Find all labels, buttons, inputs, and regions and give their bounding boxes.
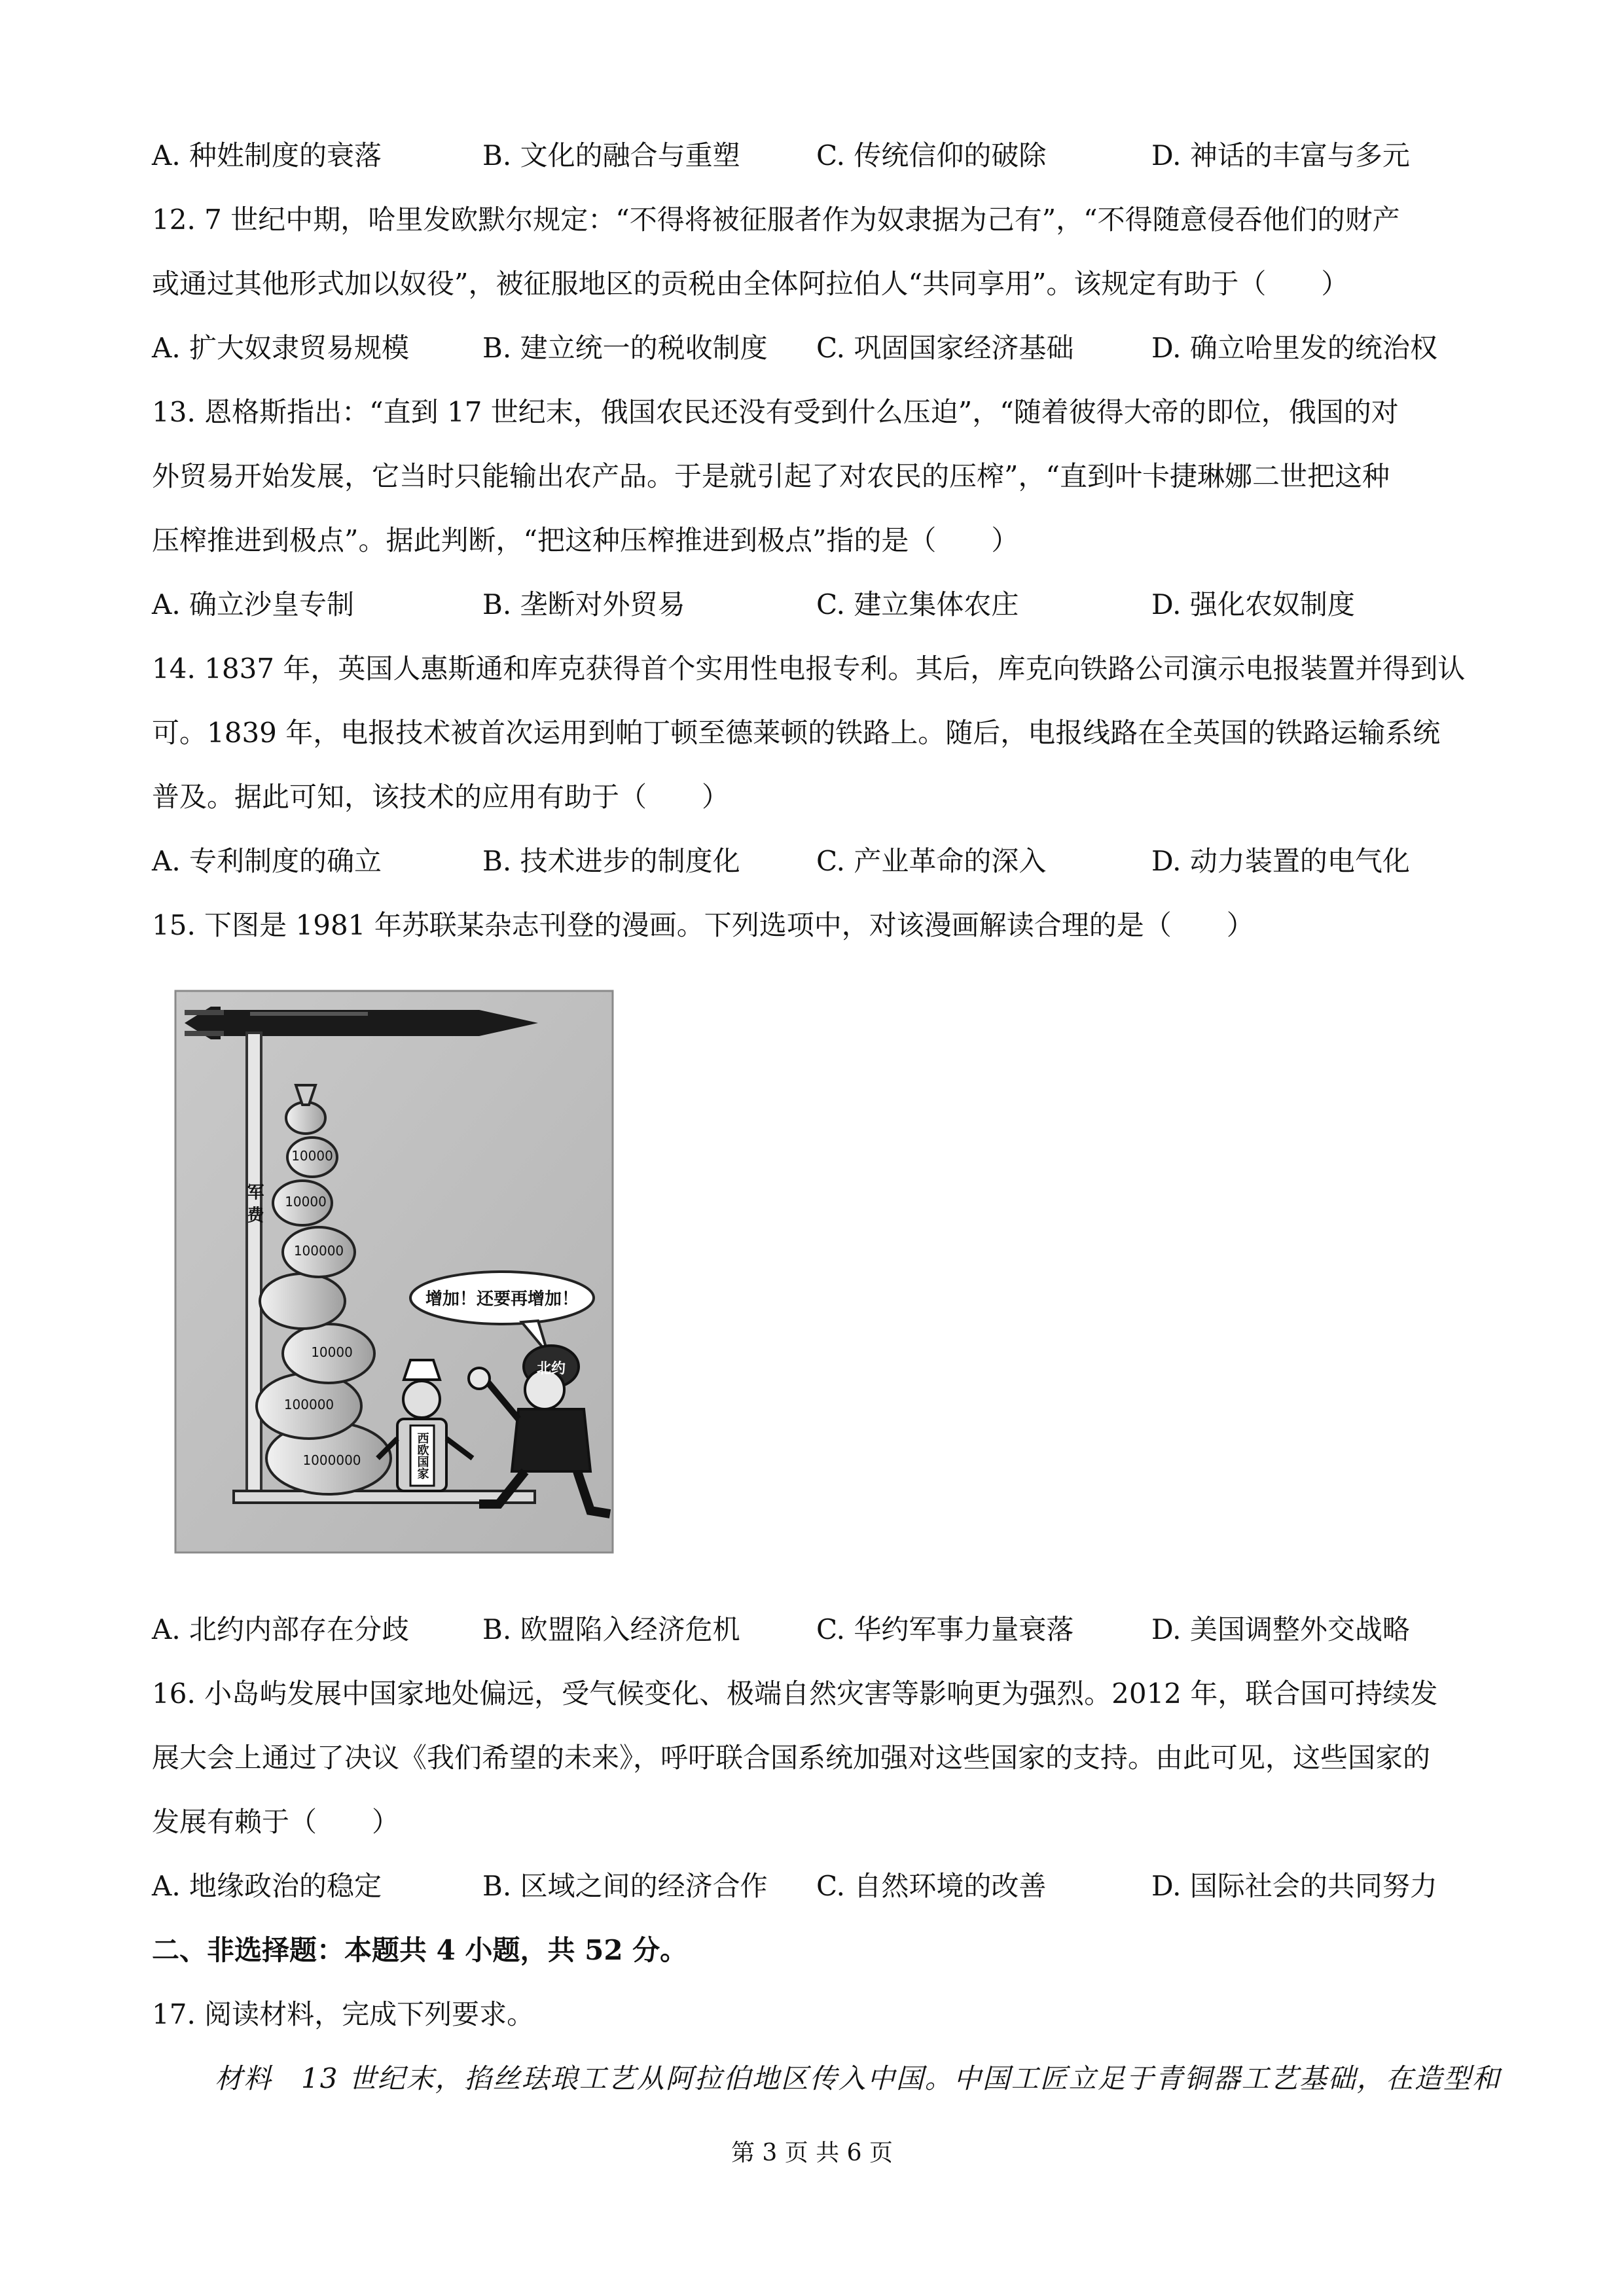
q15-option-c: C. 华约军事力量衰落 <box>816 1613 1074 1645</box>
section-heading: 二、非选择题：本题共 4 小题，共 52 分。 <box>152 1934 688 1966</box>
q14-option-a: A. 专利制度的确立 <box>152 845 382 877</box>
q16-option-d: D. 国际社会的共同努力 <box>1151 1870 1437 1902</box>
q11-options <box>152 136 1487 175</box>
missile-pointer <box>185 1007 538 1039</box>
q13-stem-line1: 13. 恩格斯指出：“直到 17 世纪末，俄国农民还没有受到什么压迫”，“随着彼得大帝的即位，俄国的对 <box>152 396 1399 428</box>
bag-label-6: 1000000 <box>302 1452 361 1468</box>
cold-war-cartoon <box>171 987 617 1556</box>
q14-options <box>152 842 1487 881</box>
q11-option-d: D. 神话的丰富与多元 <box>1151 139 1410 171</box>
bag-label-2: 10000 <box>285 1194 327 1210</box>
bag-label-3: 100000 <box>293 1243 344 1259</box>
gauge-pole <box>247 1033 261 1491</box>
q11-option-c: C. 传统信仰的破除 <box>816 139 1047 171</box>
q13-option-b: B. 垄断对外贸易 <box>482 588 685 620</box>
q13-option-c: C. 建立集体农庄 <box>816 588 1019 620</box>
q11-option-b: B. 文化的融合与重塑 <box>482 139 740 171</box>
man-sign-text: 西欧国家 <box>415 1432 429 1479</box>
q15-option-a: A. 北约内部存在分歧 <box>152 1613 410 1645</box>
q14-stem-line3: 普及。据此可知，该技术的应用有助于（ ） <box>152 781 730 813</box>
q12-stem-line1: 12. 7 世纪中期，哈里发欧默尔规定：“不得将被征服者作为奴隶据为己有”，“不得随意侵吞他们的财产 <box>152 204 1400 236</box>
q16-option-a: A. 地缘政治的稳定 <box>152 1870 382 1902</box>
q16-options <box>152 1867 1487 1906</box>
q11-option-a: A. 种姓制度的衰落 <box>152 139 382 171</box>
q12-stem-line2: 或通过其他形式加以奴役”，被征服地区的贡税由全体阿拉伯人“共同享用”。该规定有助于（ ） <box>152 268 1349 300</box>
q16-option-c: C. 自然环境的改善 <box>816 1870 1047 1902</box>
pole-label: 军 费 <box>244 1183 264 1223</box>
speech-text: 增加！还要再增加！ <box>425 1289 579 1309</box>
q13-stem-line3: 压榨推进到极点”。据此判断，“把这种压榨推进到极点”指的是（ ） <box>152 524 1019 556</box>
q15-stem: 15. 下图是 1981 年苏联某杂志刊登的漫画。下列选项中，对该漫画解读合理的是（ ） <box>152 909 1254 941</box>
q15-option-d: D. 美国调整外交战略 <box>1151 1613 1410 1645</box>
q16-stem-line1: 16. 小岛屿发展中国家地处偏远，受气候变化、极端自然灾害等影响更为强烈。2012 年，联合国可持续发 <box>152 1677 1438 1710</box>
q12-option-b: B. 建立统一的税收制度 <box>482 332 768 364</box>
helmet-label: 北约 <box>536 1361 566 1377</box>
q13-options <box>152 585 1487 624</box>
q14-stem-line1: 14. 1837 年，英国人惠斯通和库克获得首个实用性电报专利。其后，库克向铁路公司演示电报装置并得到认 <box>152 653 1466 685</box>
q13-option-d: D. 强化农奴制度 <box>1151 588 1355 620</box>
page-footer: 第 3 页 共 6 页 <box>731 2140 893 2166</box>
q17-material: 材料 13 世纪末，掐丝珐琅工艺从阿拉伯地区传入中国。中国工匠立足于青铜器工艺基础，在造型和 <box>215 2062 1501 2094</box>
q15-option-b: B. 欧盟陷入经济危机 <box>482 1613 740 1645</box>
q14-option-b: B. 技术进步的制度化 <box>482 845 740 877</box>
q13-option-a: A. 确立沙皇专制 <box>152 588 355 620</box>
q14-option-c: C. 产业革命的深入 <box>816 845 1047 877</box>
q17-stem: 17. 阅读材料，完成下列要求。 <box>152 1998 535 2030</box>
q12-option-d: D. 确立哈里发的统治权 <box>1151 332 1437 364</box>
q12-option-c: C. 巩固国家经济基础 <box>816 332 1074 364</box>
q14-option-d: D. 动力装置的电气化 <box>1151 845 1410 877</box>
bag-label-4: 10000 <box>311 1344 353 1360</box>
bag-label-1: 10000 <box>291 1148 333 1164</box>
q16-stem-line2: 展大会上通过了决议《我们希望的未来》，呼吁联合国系统加强对这些国家的支持。由此可见，这些国家的 <box>152 1742 1431 1774</box>
q15-options <box>152 1610 1487 1649</box>
q13-stem-line2: 外贸易开始发展，它当时只能输出农产品。于是就引起了对农民的压榨”，“直到叶卡捷琳娜二世把这种 <box>152 460 1390 492</box>
q12-option-a: A. 扩大奴隶贸易规模 <box>152 332 410 364</box>
q16-option-b: B. 区域之间的经济合作 <box>482 1870 768 1902</box>
q12-options <box>152 329 1487 368</box>
cartoon-drawing <box>171 987 617 1556</box>
q16-stem-line3: 发展有赖于（ ） <box>152 1806 400 1838</box>
bag-label-5: 100000 <box>283 1397 334 1412</box>
q14-stem-line2: 可。1839 年，电报技术被首次运用到帕丁顿至德莱顿的铁路上。随后，电报线路在全英国的铁路运输系统 <box>152 717 1441 749</box>
